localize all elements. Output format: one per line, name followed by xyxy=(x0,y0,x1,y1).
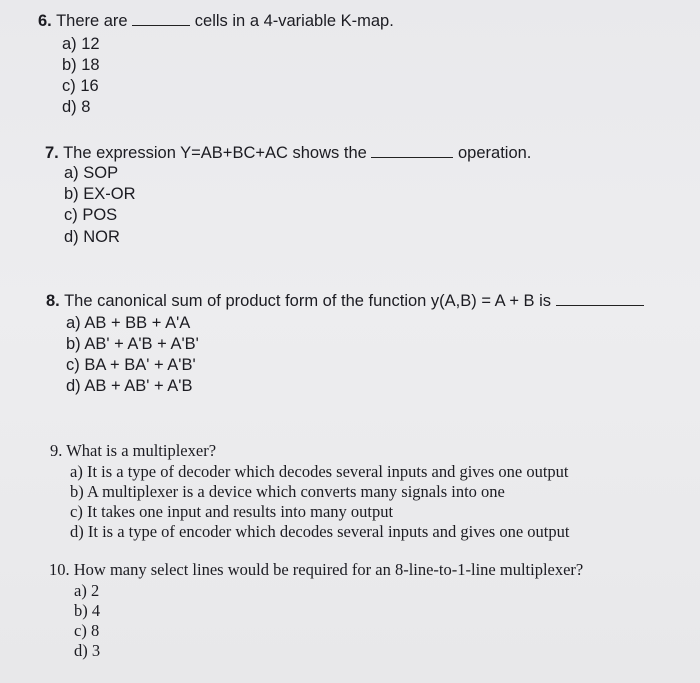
option-d: d) 8 xyxy=(62,98,91,116)
option-b: b) 18 xyxy=(62,56,100,74)
question-number: 9. xyxy=(50,441,63,460)
question-text: The expression Y=AB+BC+AC shows the xyxy=(63,144,367,162)
option-d: d) AB + AB' + A'B xyxy=(66,377,193,395)
question-text: There are xyxy=(56,12,128,30)
question-number: 10. xyxy=(49,560,70,579)
option-d: d) NOR xyxy=(64,228,120,246)
option-c: c) POS xyxy=(64,206,118,224)
question-text-after: operation. xyxy=(458,144,532,162)
option-a: a) AB + BB + A'A xyxy=(66,314,191,332)
option-c: c) BA + BA' + A'B' xyxy=(66,356,196,374)
option-c: c) 8 xyxy=(74,621,100,640)
question-text: The canonical sum of product form of the function y(A,B) = A + B is xyxy=(64,292,552,310)
option-b: b) A multiplexer is a device which converts many signals into one xyxy=(70,482,505,501)
answer-blank xyxy=(132,24,190,26)
question-text-after: cells in a 4-variable K-map. xyxy=(194,12,394,30)
option-a: a) 12 xyxy=(62,35,100,53)
question-6-stem xyxy=(38,12,394,31)
answer-blank xyxy=(556,304,644,306)
question-10-stem xyxy=(49,560,583,580)
option-a: a) SOP xyxy=(64,164,119,182)
question-9-stem xyxy=(50,441,216,461)
option-b: b) EX-OR xyxy=(64,185,136,203)
option-c: c) It takes one input and results into many output xyxy=(70,502,394,521)
option-c: c) 16 xyxy=(62,77,99,95)
option-d: d) 3 xyxy=(74,641,101,660)
option-a: a) 2 xyxy=(74,581,100,600)
question-8-stem xyxy=(46,292,644,311)
answer-blank xyxy=(371,156,453,158)
question-text: What is a multiplexer? xyxy=(66,441,217,460)
question-number: 8. xyxy=(46,292,60,310)
question-7-stem xyxy=(45,144,531,163)
option-a: a) It is a type of decoder which decodes several inputs and gives one output xyxy=(70,462,569,481)
option-d: d) It is a type of encoder which decodes several inputs and gives one output xyxy=(70,522,570,541)
question-text: How many select lines would be required for an 8-line-to-1-line multiplexer? xyxy=(73,560,584,579)
option-b: b) AB' + A'B + A'B' xyxy=(66,335,199,353)
option-b: b) 4 xyxy=(74,601,101,620)
question-number: 7. xyxy=(45,144,59,162)
question-number: 6. xyxy=(38,12,52,30)
